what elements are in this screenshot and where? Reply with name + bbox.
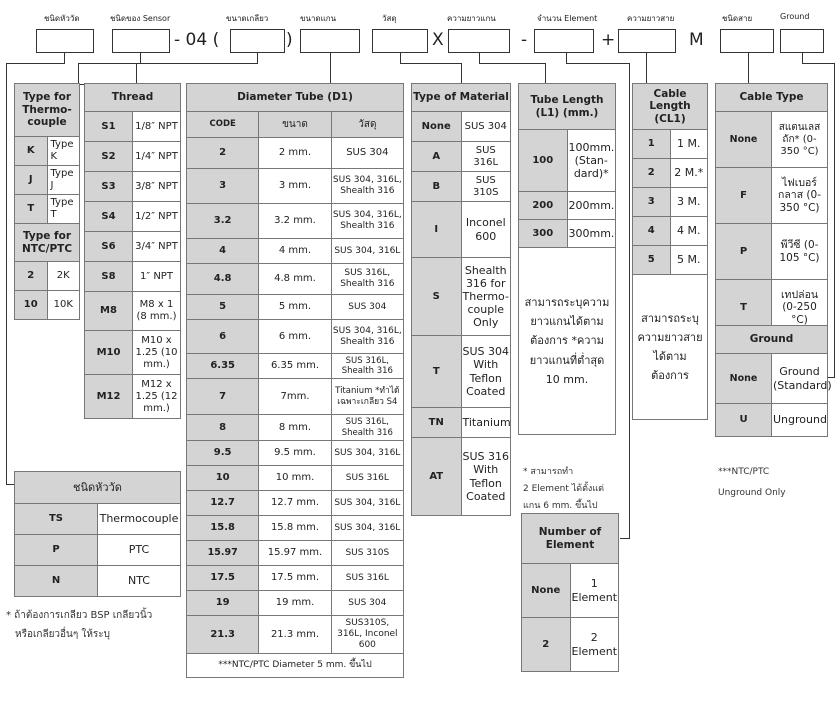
cable-length-desc: 1 M.	[670, 130, 708, 159]
diameter-size: 3.2 mm.	[259, 204, 331, 239]
diameter-material: SUS 304	[331, 591, 403, 616]
connector-line	[646, 53, 647, 83]
diameter-size: 17.5 mm.	[259, 566, 331, 591]
connector-line	[400, 63, 462, 64]
tube-length-desc: 100mm. (Stan-dard)*	[567, 130, 616, 192]
diameter-size: 19 mm.	[259, 591, 331, 616]
diameter-code: 15.8	[187, 516, 259, 541]
diameter-size: 21.3 mm.	[259, 616, 331, 654]
cable-type-desc: ไฟเบอร์กลาส (0-350 °C)	[772, 168, 828, 224]
cable-type-desc: สแตนเลสถัก* (0-350 °C)	[772, 112, 828, 168]
diameter-code: 2	[187, 138, 259, 169]
ground-desc: Ground (Standard)	[772, 354, 828, 404]
connector-line	[629, 63, 630, 539]
cable-type-desc: พีวีซี (0-105 °C)	[772, 224, 828, 280]
sensor-code: T	[15, 195, 48, 224]
separator-dash: -	[521, 30, 528, 50]
material-code: TN	[412, 408, 462, 438]
diameter-code: 6	[187, 320, 259, 354]
header-label-cable-type: ชนิดสาย	[722, 14, 753, 23]
code-box-cable-type[interactable]	[720, 29, 774, 53]
separator-plus: +	[601, 30, 616, 50]
connector-line	[802, 53, 803, 63]
diameter-size: 15.8 mm.	[259, 516, 331, 541]
diameter-footer: ***NTC/PTC Diameter 5 mm. ขึ้นไป	[187, 654, 404, 678]
diameter-size: 5 mm.	[259, 295, 331, 320]
ground-section	[715, 325, 832, 437]
diameter-material: SUS 316L, Shealth 316	[331, 415, 403, 441]
diameter-material: SUS 304, 316L, Shealth 316	[331, 169, 403, 204]
connector-line	[136, 63, 137, 83]
tube-length-code: 300	[519, 220, 568, 248]
material-desc: SUS 304 With Teflon Coated	[461, 336, 511, 408]
tube-length-code: 200	[519, 192, 568, 220]
header-label-probe-type: ชนิดหัววัด	[44, 14, 80, 23]
diameter-material: SUS 304	[331, 138, 403, 169]
cable-length-code: 5	[633, 246, 671, 275]
probe-code: P	[15, 535, 98, 566]
diameter-code: 7	[187, 379, 259, 415]
header-label-sensor-type: ชนิดของ Sensor	[110, 14, 171, 23]
sensor-type-title-ntc: Type for NTC/PTC	[15, 224, 80, 262]
sensor-code: 10	[15, 291, 48, 320]
diameter-code: 19	[187, 591, 259, 616]
connector-line	[64, 53, 65, 63]
thread-code: S8	[85, 262, 133, 292]
material-desc: SUS 316 With Teflon Coated	[461, 438, 511, 516]
cable-type-code: F	[716, 168, 772, 224]
diameter-material: SUS 304, 316L	[331, 491, 403, 516]
connector-line	[802, 63, 834, 64]
element-code: None	[522, 564, 571, 618]
probe-code: TS	[15, 504, 98, 535]
diameter-material: SUS 304, 316L	[331, 441, 403, 466]
connector-line	[136, 63, 258, 64]
sensor-code: K	[15, 137, 48, 166]
cable-length-title: Cable Length (CL1)	[633, 84, 708, 130]
diameter-size: 4 mm.	[259, 239, 331, 264]
ground-code: None	[716, 354, 772, 404]
connector-line	[545, 63, 546, 83]
diameter-size: 4.8 mm.	[259, 264, 331, 295]
cable-type-desc: เทปล่อน (0-250 °C)	[772, 280, 828, 336]
cable-length-desc: 3 M.	[670, 188, 708, 217]
diameter-code: 10	[187, 466, 259, 491]
material-desc: Inconel 600	[461, 202, 511, 258]
header-label-element: จำนวน Element	[537, 14, 598, 23]
diameter-section	[186, 83, 404, 678]
element-desc: 1 Element	[570, 564, 619, 618]
diameter-col-code: CODE	[187, 112, 259, 138]
diameter-material: SUS 304, 316L, Shealth 316	[331, 204, 403, 239]
probe-desc: NTC	[98, 566, 181, 597]
sensor-type-title: Type for Thermo-couple	[15, 84, 80, 137]
separator-x: X	[432, 30, 444, 50]
thread-title: Thread	[85, 84, 181, 112]
code-box-thread[interactable]	[230, 29, 285, 53]
diameter-size: 6.35 mm.	[259, 354, 331, 379]
thread-desc: 1″ NPT	[133, 262, 181, 292]
diameter-code: 8	[187, 415, 259, 441]
tube-length-code: 100	[519, 130, 568, 192]
ntc-note-line: ***NTC/PTC	[718, 467, 770, 477]
sensor-desc: Type T	[47, 195, 80, 224]
material-code: B	[412, 172, 462, 202]
element-note-line: 2 Element ได้ตั้งแต่	[523, 484, 604, 495]
element-desc: 2 Element	[570, 618, 619, 672]
material-code: A	[412, 142, 462, 172]
tube-length-desc: 300mm.	[567, 220, 616, 248]
sensor-type-section	[14, 83, 80, 320]
separator-m: M	[689, 30, 704, 50]
diameter-code: 5	[187, 295, 259, 320]
thread-section	[84, 83, 181, 419]
thread-desc: 1/8″ NPT	[133, 112, 181, 142]
material-code: T	[412, 336, 462, 408]
code-box-sensor-type[interactable]	[112, 29, 170, 53]
diameter-size: 2 mm.	[259, 138, 331, 169]
diameter-material: SUS 316L	[331, 466, 403, 491]
element-note-line: * สามารถทำ	[523, 467, 574, 477]
diameter-size: 8 mm.	[259, 415, 331, 441]
diameter-code: 9.5	[187, 441, 259, 466]
probe-type-title: ชนิดหัววัด	[15, 472, 181, 504]
code-box-element[interactable]	[534, 29, 594, 53]
diameter-code: 3.2	[187, 204, 259, 239]
diameter-code: 6.35	[187, 354, 259, 379]
thread-desc: 1/2″ NPT	[133, 202, 181, 232]
diameter-material: SUS 316L, Shealth 316	[331, 354, 403, 379]
cable-type-code: None	[716, 112, 772, 168]
material-section	[411, 83, 511, 516]
diameter-col-material: วัสดุ	[331, 112, 403, 138]
sensor-code: J	[15, 166, 48, 195]
bsp-note-line: * ถ้าต้องการเกลียว BSP เกลียวนิ้ว	[6, 610, 153, 621]
diameter-material: SUS 304, 316L, Shealth 316	[331, 320, 403, 354]
diameter-code: 17.5	[187, 566, 259, 591]
probe-desc: Thermocouple	[98, 504, 181, 535]
tube-length-section	[518, 83, 616, 435]
ntc-note	[718, 462, 786, 503]
element-note-line: แกน 6 mm. ขึ้นไป	[523, 501, 598, 512]
diameter-code: 21.3	[187, 616, 259, 654]
connector-line	[6, 63, 7, 485]
diameter-material: SUS 304, 316L	[331, 239, 403, 264]
code-box-diameter[interactable]	[300, 29, 360, 53]
thread-code: S6	[85, 232, 133, 262]
connector-line	[620, 538, 630, 539]
probe-desc: PTC	[98, 535, 181, 566]
thread-code: S1	[85, 112, 133, 142]
code-box-material[interactable]	[372, 29, 428, 53]
diameter-code: 12.7	[187, 491, 259, 516]
sensor-code: 2	[15, 262, 48, 291]
sensor-desc: 10K	[47, 291, 80, 320]
thread-code: S2	[85, 142, 133, 172]
cable-length-section	[632, 83, 708, 420]
diameter-code: 4.8	[187, 264, 259, 295]
diameter-size: 12.7 mm.	[259, 491, 331, 516]
element-code: 2	[522, 618, 571, 672]
tube-length-title: Tube Length (L1) (mm.)	[519, 84, 616, 130]
header-label-ground: Ground	[780, 12, 810, 21]
ground-title: Ground	[716, 326, 828, 354]
thread-desc: 3/4″ NPT	[133, 232, 181, 262]
ground-code: U	[716, 404, 772, 437]
thread-code: M10	[85, 331, 133, 375]
cable-type-code: T	[716, 280, 772, 336]
ground-desc: Unground	[772, 404, 828, 437]
diameter-material: SUS 304	[331, 295, 403, 320]
header-label-thread: ขนาดเกลียว	[226, 14, 269, 23]
thread-desc: M10 x 1.25 (10 mm.)	[133, 331, 181, 375]
connector-line	[6, 484, 14, 485]
diameter-size: 6 mm.	[259, 320, 331, 354]
code-box-cable-length[interactable]	[618, 29, 676, 53]
material-desc: SUS 310S	[461, 172, 511, 202]
cable-length-note: สามารถระบุความยาวสายได้ตามต้องการ	[633, 275, 708, 420]
thread-code: M8	[85, 292, 133, 331]
connector-line	[566, 53, 567, 63]
connector-line	[479, 63, 545, 64]
header-label-tube-length: ความยาวแกน	[447, 14, 496, 23]
sensor-desc: 2K	[47, 262, 80, 291]
header-label-cable-length: ความยาวสาย	[627, 14, 675, 23]
connector-line	[834, 63, 835, 377]
material-desc: Titanium	[461, 408, 511, 438]
material-code: AT	[412, 438, 462, 516]
cable-type-title: Cable Type	[716, 84, 828, 112]
thread-code: S3	[85, 172, 133, 202]
thread-desc: 1/4″ NPT	[133, 142, 181, 172]
connector-line	[566, 63, 630, 64]
probe-type-section	[14, 471, 181, 597]
connector-line	[828, 377, 835, 378]
diameter-size: 15.97 mm.	[259, 541, 331, 566]
code-box-tube-length[interactable]	[448, 29, 510, 53]
element-section	[521, 513, 619, 672]
diameter-code: 3	[187, 169, 259, 204]
sensor-desc: Type K	[47, 137, 80, 166]
material-desc: SUS 304	[461, 112, 511, 142]
probe-code: N	[15, 566, 98, 597]
connector-line	[140, 53, 141, 63]
cable-length-code: 4	[633, 217, 671, 246]
separator-04: - 04 (	[174, 30, 220, 50]
connector-line	[330, 53, 331, 83]
diameter-material: Titanium *ทำได้เฉพาะเกลียว S4	[331, 379, 403, 415]
connector-line	[78, 63, 141, 64]
header-label-material: วัสดุ	[382, 14, 397, 23]
diameter-title: Diameter Tube (D1)	[187, 84, 404, 112]
code-box-probe-type[interactable]	[36, 29, 94, 53]
material-code: None	[412, 112, 462, 142]
diameter-size: 9.5 mm.	[259, 441, 331, 466]
diameter-material: SUS 310S	[331, 541, 403, 566]
material-code: I	[412, 202, 462, 258]
bsp-note-line: หรือเกลียวอื่นๆ ให้ระบุ	[15, 629, 110, 640]
cable-length-code: 3	[633, 188, 671, 217]
element-note	[523, 464, 604, 515]
code-box-ground[interactable]	[780, 29, 824, 53]
diameter-code: 4	[187, 239, 259, 264]
tube-length-desc: 200mm.	[567, 192, 616, 220]
cable-type-code: P	[716, 224, 772, 280]
ntc-note-line: Unground Only	[718, 487, 786, 498]
thread-desc: M12 x 1.25 (12 mm.)	[133, 375, 181, 419]
bsp-note	[6, 606, 152, 644]
material-title: Type of Material	[412, 84, 511, 112]
cable-length-code: 2	[633, 159, 671, 188]
connector-line	[6, 63, 65, 64]
diameter-code: 15.97	[187, 541, 259, 566]
connector-line	[78, 63, 79, 85]
connector-line	[461, 63, 462, 83]
thread-code: S4	[85, 202, 133, 232]
material-desc: Shealth 316 for Thermo-couple Only	[461, 258, 511, 336]
cable-length-desc: 5 M.	[670, 246, 708, 275]
connector-line	[748, 53, 749, 83]
diameter-col-size: ขนาด	[259, 112, 331, 138]
tube-length-note: สามารถระบุความยาวแกนได้ตามต้องการ *ความยาวแกนที่ต่ำสุด 10 mm.	[519, 248, 616, 435]
diameter-material: SUS 304, 316L	[331, 516, 403, 541]
element-title: Number of Element	[522, 514, 619, 564]
diameter-size: 10 mm.	[259, 466, 331, 491]
cable-length-desc: 4 M.	[670, 217, 708, 246]
diameter-material: SUS310S, 316L, Inconel 600	[331, 616, 403, 654]
thread-desc: M8 x 1 (8 mm.)	[133, 292, 181, 331]
diameter-size: 3 mm.	[259, 169, 331, 204]
material-code: S	[412, 258, 462, 336]
cable-length-desc: 2 M.*	[670, 159, 708, 188]
diameter-material: SUS 316L, Shealth 316	[331, 264, 403, 295]
thread-code: M12	[85, 375, 133, 419]
diameter-size: 7mm.	[259, 379, 331, 415]
thread-desc: 3/8″ NPT	[133, 172, 181, 202]
sensor-desc: Type J	[47, 166, 80, 195]
separator-close-paren: )	[286, 30, 293, 50]
header-label-diameter: ขนาดแกน	[300, 14, 337, 23]
material-desc: SUS 316L	[461, 142, 511, 172]
cable-length-code: 1	[633, 130, 671, 159]
diameter-material: SUS 316L	[331, 566, 403, 591]
cable-type-section	[715, 83, 828, 336]
